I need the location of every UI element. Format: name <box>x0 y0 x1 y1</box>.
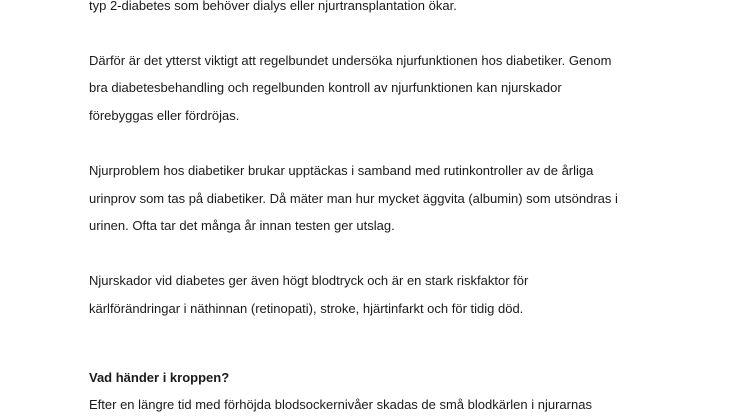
paragraph-1-line-1: typ 2-diabetes som behöver dialys eller njurtransplantation ökar. <box>89 0 457 13</box>
paragraph-4-line-1: Njurskador vid diabetes ger även högt blodtryck och är en stark riskfaktor för <box>89 273 529 288</box>
paragraph-3-line-1: Njurproblem hos diabetiker brukar upptäckas i samband med rutinkontroller av de årliga <box>89 163 594 178</box>
paragraph-2-line-1: Därför är det ytterst viktigt att regelbundet undersöka njurfunktionen hos diabetiker. Genom <box>89 53 612 68</box>
paragraph-3-line-2: urinprov som tas på diabetiker. Då mäter man hur mycket äggvita (albumin) som utsöndras i <box>89 191 618 206</box>
section-heading: Vad händer i kroppen? <box>89 370 230 385</box>
paragraph-4-line-2: kärlförändringar i näthinnan (retinopati), stroke, hjärtinfarkt och för tidig död. <box>89 301 524 316</box>
paragraph-2-line-2: bra diabetesbehandling och regelbunden kontroll av njurfunktionen kan njurskador <box>89 80 562 95</box>
paragraph-3-line-3: urinen. Ofta tar det många år innan testen ger utslag. <box>89 218 395 233</box>
paragraph-2-line-3: förebyggas eller fördröjas. <box>89 108 240 123</box>
section-line-1: Efter en längre tid med förhöjda blodsockernivåer skadas de små blodkärlen i njurarnas <box>89 397 592 412</box>
